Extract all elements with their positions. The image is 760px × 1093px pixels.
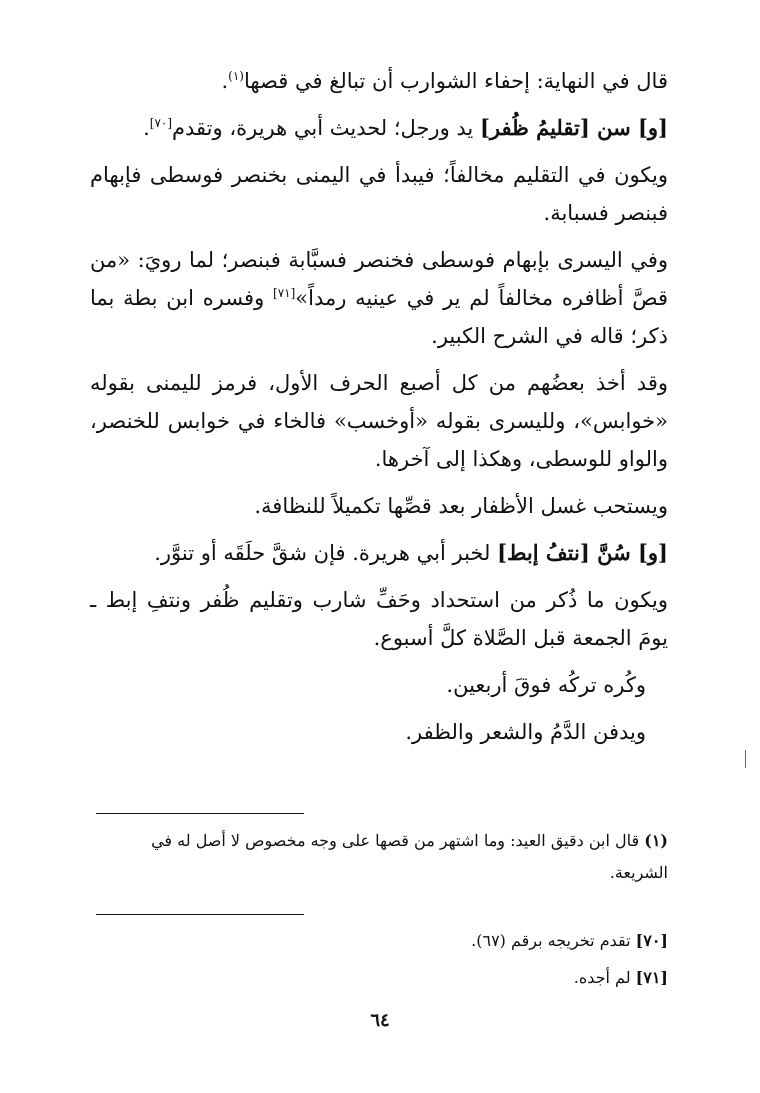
paragraph-text: وفي اليسرى بإبهام فوسطى فخنصر فسبَّابة فبنصر؛ لما رويَ: «من قصَّ أظافره مخالفاً لم ير في عينيه رمداً» — [90, 248, 668, 310]
paragraph-end: . — [221, 69, 229, 93]
paragraph-9 — [90, 666, 668, 704]
paragraph-8 — [90, 581, 668, 657]
footnote-ref[interactable]: [٧٠] — [149, 116, 173, 130]
paragraph-6 — [90, 487, 668, 525]
footnote-text: تقدم تخريجه برقم (٦٧). — [471, 931, 631, 950]
paragraph-2 — [90, 109, 668, 147]
footnote-ref[interactable]: [٧١] — [273, 286, 296, 300]
footnote-ref[interactable]: (١) — [228, 69, 244, 83]
paragraph-5 — [90, 364, 668, 478]
paragraph-4 — [90, 241, 668, 355]
footnote-text: قال ابن دقيق العيد: وما اشتهر من قصها على وجه مخصوص لا أصل له في الشريعة. — [151, 831, 668, 882]
paragraph-text: لخبر أبي هريرة. فإن شقَّ حلَقَه أو تنوَّر. — [154, 541, 498, 565]
paragraph-7 — [90, 534, 668, 572]
paragraph-text: ويكون في التقليم مخالفاً؛ فيبدأ في اليمنى بخنصر فوسطى فإبهام فبنصر فسبابة. — [90, 163, 668, 225]
paragraph-text: ويدفن الدَّمُ والشعر والظفر. — [405, 720, 646, 744]
main-text — [90, 62, 668, 760]
paragraph-text: قال في النهاية: إحفاء الشوارب أن تبالغ في قصها — [243, 69, 668, 93]
footnote-label: [٧٠] — [635, 931, 668, 950]
paragraph-1 — [90, 62, 668, 100]
paragraph-10 — [90, 713, 668, 751]
paragraph-end: وفسره ابن بطة بما ذكر؛ قاله في الشرح الكبير. — [90, 286, 668, 348]
footnote-label: [٧١] — [635, 968, 668, 987]
paragraph-3 — [90, 156, 668, 232]
paragraph-end: . — [143, 116, 150, 140]
matn-bold: [نتفُ إبط] — [497, 540, 590, 565]
paragraph-text: ويستحب غسل الأظفار بعد قصِّها تكميلاً للنظافة. — [254, 494, 668, 518]
footnote-70 — [90, 925, 668, 957]
paragraph-text: يد ورجل؛ لحديث أبي هريرة، وتقدم — [172, 116, 480, 140]
footnote-label: (١) — [644, 831, 668, 850]
page-number: ٦٤ — [370, 1010, 390, 1031]
paragraph-open: [و] سن — [589, 115, 668, 140]
footnote-divider-2 — [96, 914, 304, 915]
footnote-1 — [90, 825, 668, 889]
paragraph-text: وقد أخذ بعضُهم من كل أصبع الحرف الأول، فرمز لليمنى بقوله «خوابس»، ولليسرى بقوله «أوخسب» فالخاء في خوابس للخنصر، والواو للوسطى، وهكذا إلى آخرها. — [90, 371, 668, 471]
scan-mark — [745, 750, 746, 768]
paragraph-text: ويكون ما ذُكر من استحداد وحَفِّ شارب وتقليم ظُفر ونتفِ إبط ـ يومَ الجمعة قبل الصَّلاة كلَّ أسبوع. — [90, 588, 668, 650]
paragraph-open: [و] سُنَّ — [589, 540, 668, 565]
footnote-divider — [96, 813, 304, 814]
footnote-71 — [90, 962, 668, 994]
footnote-text: لم أجده. — [573, 968, 631, 987]
matn-bold: [تقليمُ ظُفر] — [479, 115, 590, 140]
paragraph-text: وكُره تركُه فوقَ أربعين. — [446, 673, 646, 697]
